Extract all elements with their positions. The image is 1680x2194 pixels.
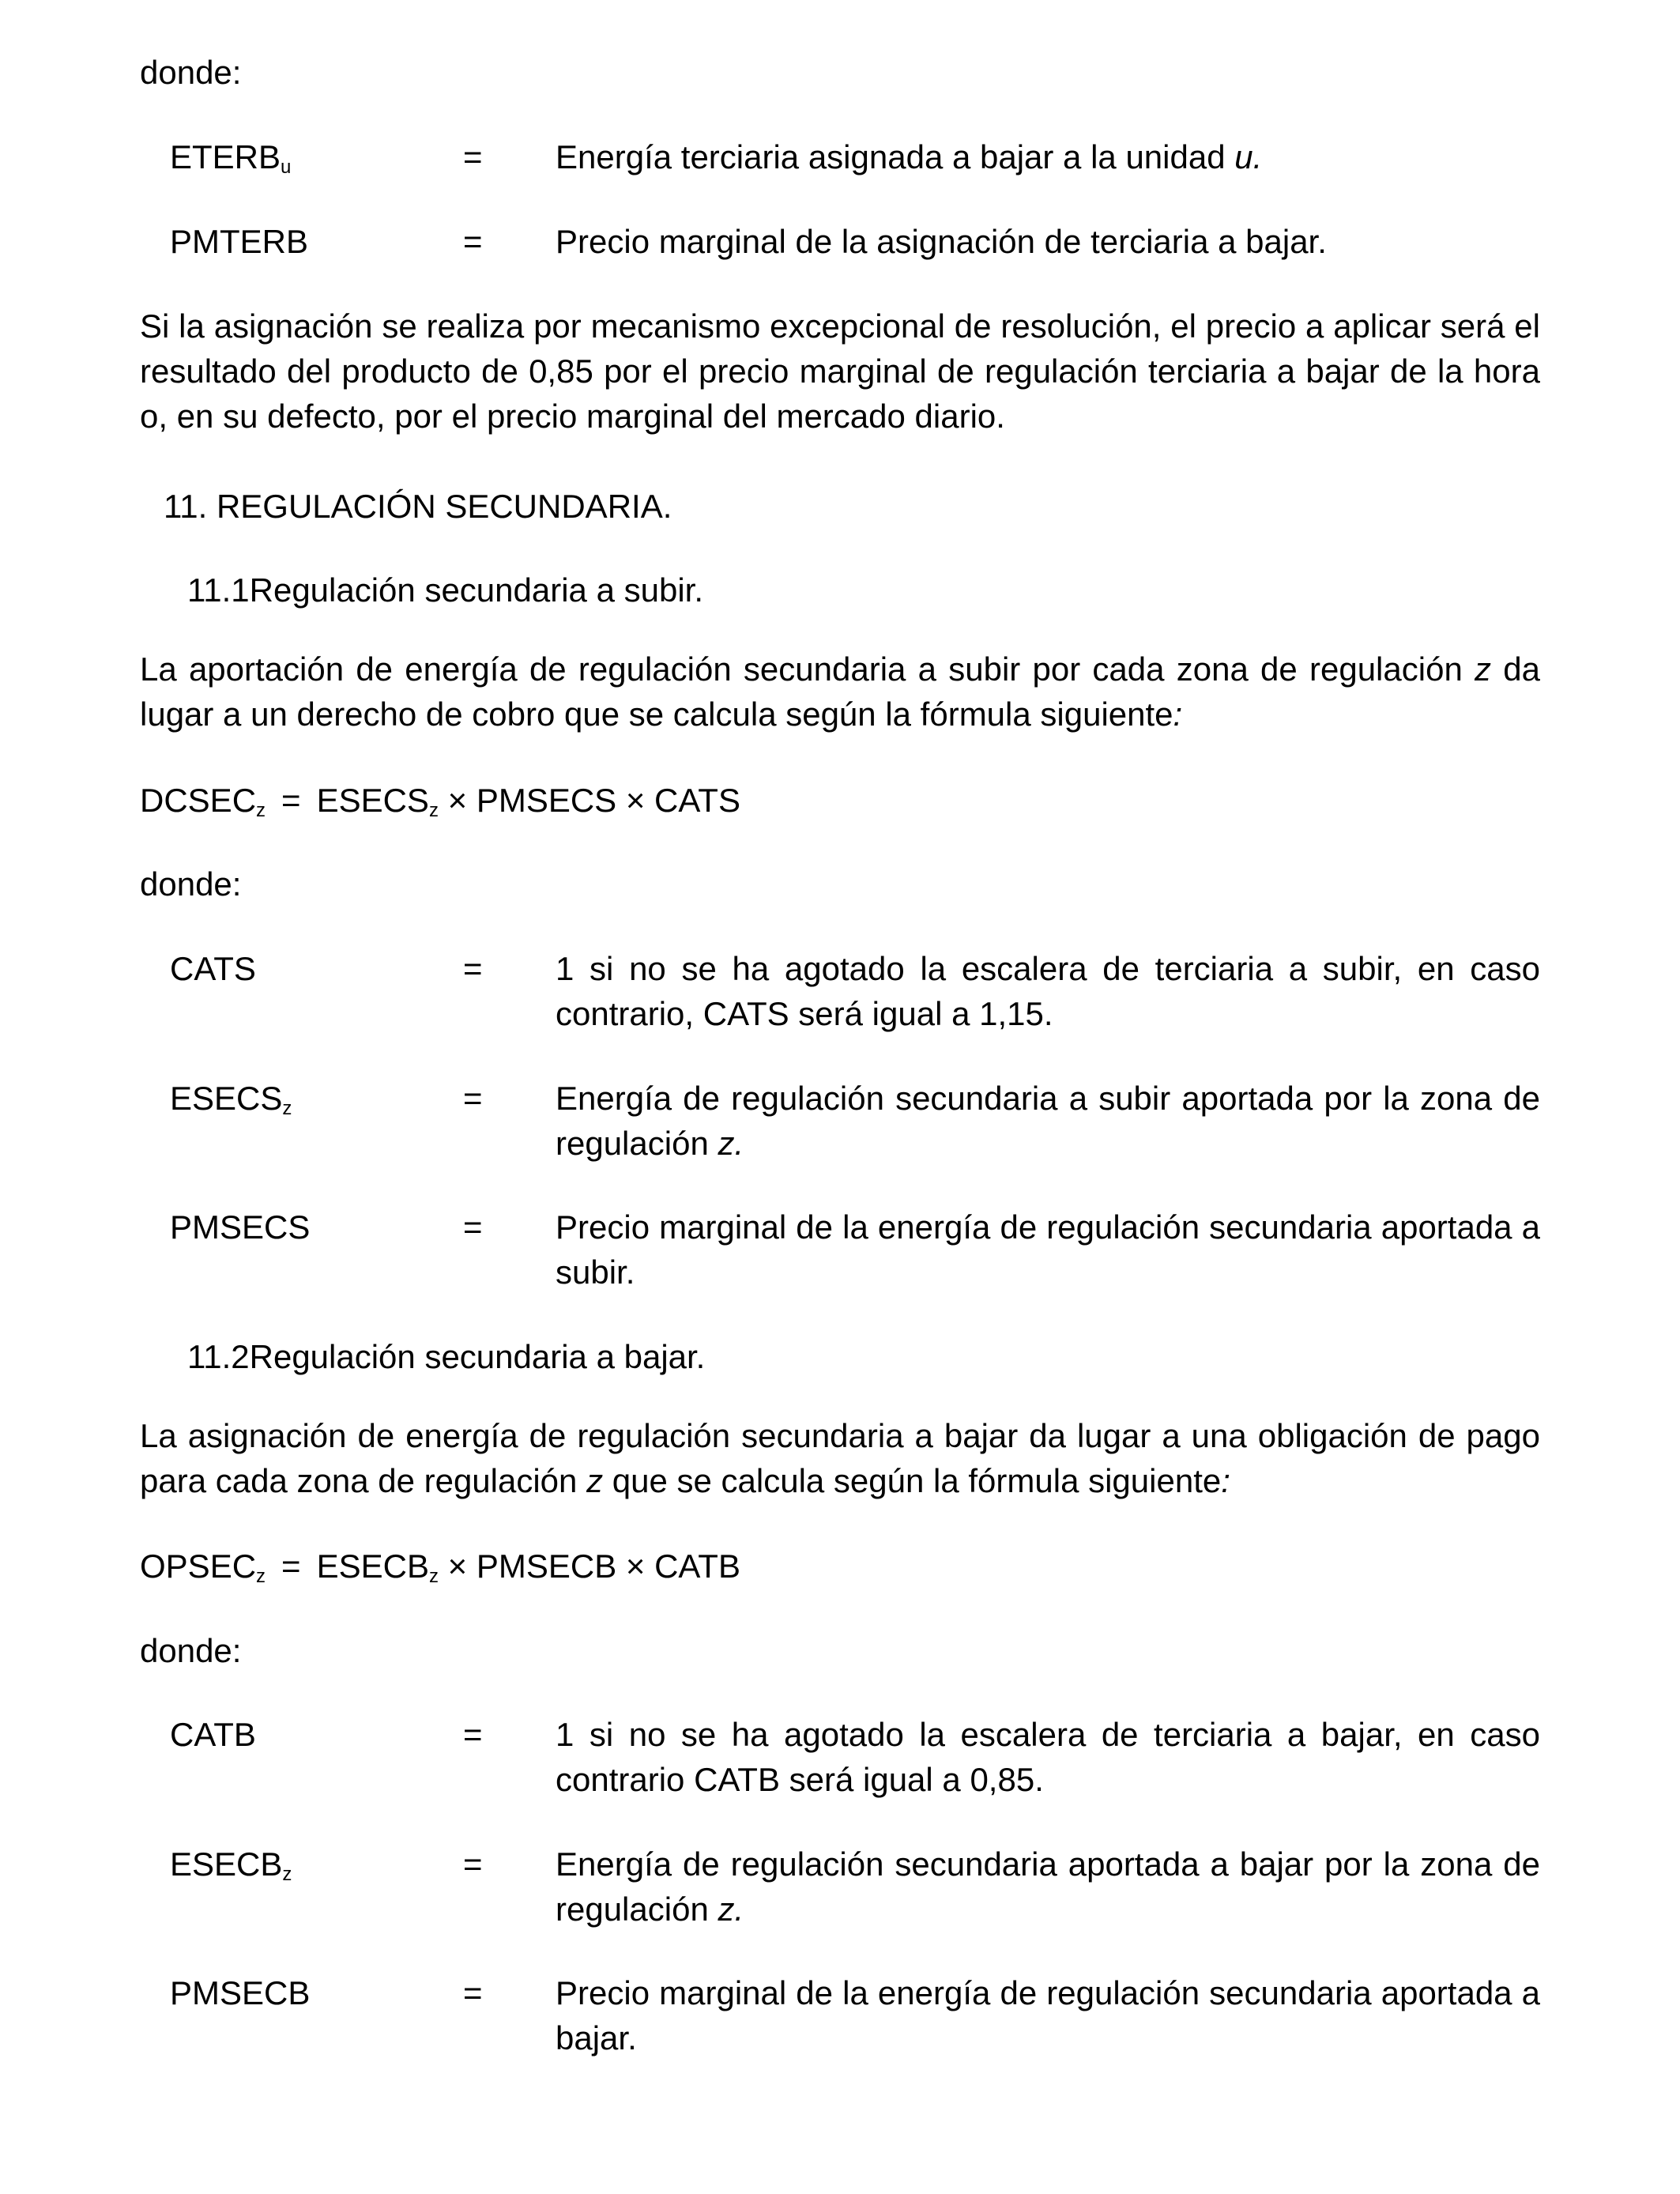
definition-symbol: $ESECB_z$ [170, 1845, 292, 1885]
equals-sign: = [463, 1974, 483, 2011]
formula-dcsec: $DCSEC_z$ = $ESECS_z$ × PMSECS × CATS [140, 782, 740, 821]
equals-sign: = [463, 138, 483, 175]
definition-description: Precio marginal de la asignación de terciaria a bajar. [556, 223, 1327, 260]
equals-sign: = [463, 223, 483, 260]
equals-sign: = [463, 950, 483, 987]
definition-symbol: PMSECB [170, 1974, 311, 2011]
definition-symbol: CATS [170, 950, 256, 987]
definition-symbol: $ETERB_u$ [170, 138, 292, 178]
equals-sign: = [463, 1080, 483, 1117]
definition-symbol: PMTERB [170, 223, 309, 260]
donde-label-2: donde: [140, 865, 242, 903]
definition-symbol: $ESECS_z$ [170, 1080, 292, 1119]
definition-description: 1 si no se ha agotado la escalera de terciaria a subir, en caso contrario, CATS será igual a 1,15. [556, 950, 1540, 1032]
definition-description: Precio marginal de la energía de regulación secundaria aportada a bajar. [556, 1974, 1540, 2056]
definition-description: Energía de regulación secundaria aportada a bajar por la zona de regulación z. [556, 1845, 1540, 1928]
paragraph-11-2: La asignación de energía de regulación secundaria a bajar da lugar a una obligación de pago para cada zona de regulación z que se calcula según la fórmula siguiente: [140, 1417, 1540, 1499]
definition-description: Energía de regulación secundaria a subir aportada por la zona de regulación z. [556, 1080, 1540, 1162]
definition-symbol: CATB [170, 1716, 256, 1753]
subsection-heading-11-1: 11.1Regulación secundaria a subir. [187, 571, 703, 609]
definition-symbol: PMSECS [170, 1208, 311, 1246]
paragraph-11-1: La aportación de energía de regulación secundaria a subir por cada zona de regulación z da lugar a un derecho de cobro que se calcula según la fórmula siguiente: [140, 650, 1540, 733]
donde-label-1: donde: [140, 54, 242, 91]
equals-sign: = [463, 1716, 483, 1753]
donde-label-3: donde: [140, 1632, 242, 1669]
paragraph-exceptional-mechanism: Si la asignación se realiza por mecanismo excepcional de resolución, el precio a aplicar será el resultado del producto de 0,85 por el precio marginal de regulación terciaria a bajar de la hora o, en su defecto, por el precio marginal del mercado diario. [140, 307, 1540, 435]
section-heading-11: 11. REGULACIÓN SECUNDARIA. [164, 488, 672, 525]
definition-description: Energía terciaria asignada a bajar a la unidad u. [556, 138, 1263, 175]
equals-sign: = [463, 1208, 483, 1246]
definition-description: 1 si no se ha agotado la escalera de terciaria a bajar, en caso contrario CATB será igual a 0,85. [556, 1716, 1540, 1798]
subsection-heading-11-2: 11.2Regulación secundaria a bajar. [187, 1338, 706, 1375]
equals-sign: = [463, 1845, 483, 1883]
formula-opsec: $OPSEC_z$ = $ESECB_z$ × PMSECB × CATB [140, 1547, 740, 1587]
definition-description: Precio marginal de la energía de regulación secundaria aportada a subir. [556, 1208, 1540, 1291]
